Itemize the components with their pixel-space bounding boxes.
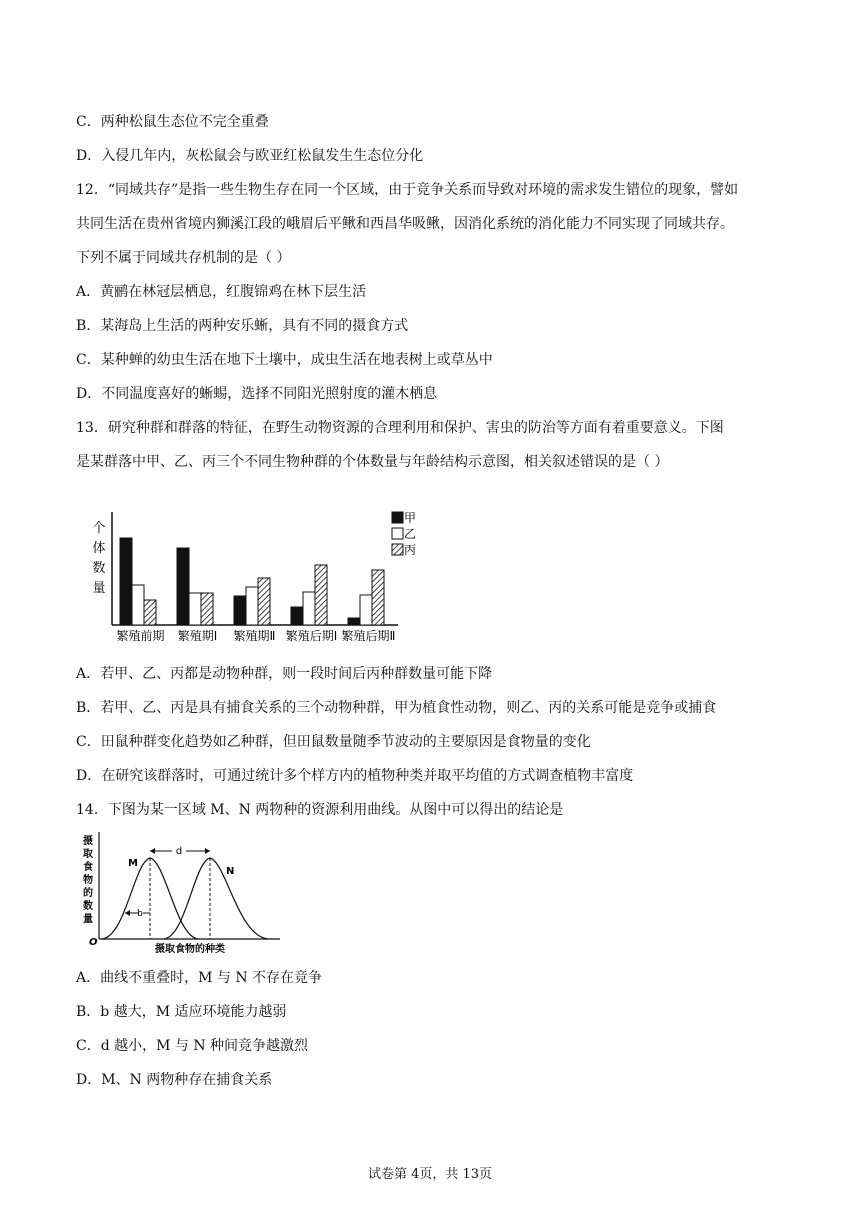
q12-option-b: B．某海岛上生活的两种安乐蜥，具有不同的摄食方式 bbox=[76, 318, 409, 334]
legend-label-甲: 甲 bbox=[404, 511, 416, 525]
q13-option-c: C．田鼠种群变化趋势如乙种群，但田鼠数量随季节波动的主要原因是食物量的变化 bbox=[76, 734, 591, 750]
bar-tick-label: 繁殖后期Ⅰ bbox=[285, 629, 338, 643]
curve-ylabel-char: 量 bbox=[83, 914, 93, 925]
bar-tick-label: 繁殖前期 bbox=[116, 629, 165, 643]
curve-m-label: M bbox=[128, 858, 138, 869]
d-label: d bbox=[175, 846, 183, 857]
q13-stem-line2: 是某群落中甲、乙、丙三个不同生物种群的个体数量与年龄结构示意图，相关叙述错误的是（ ） bbox=[76, 454, 669, 470]
bar-甲-繁殖后期Ⅱ bbox=[348, 618, 360, 625]
q11-option-d: D．入侵几年内，灰松鼠会与欧亚红松鼠发生生态位分化 bbox=[76, 148, 424, 164]
q12-option-a: A．黄鹂在林冠层栖息，红腹锦鸡在林下层生活 bbox=[76, 284, 367, 300]
curve-chart-ylabel bbox=[83, 834, 94, 925]
bar-乙-繁殖期Ⅰ bbox=[189, 593, 201, 625]
bar-丙-繁殖后期Ⅰ bbox=[315, 565, 327, 625]
bar-甲-繁殖后期Ⅰ bbox=[291, 607, 303, 625]
bar-tick-label: 繁殖期Ⅱ bbox=[233, 629, 276, 643]
q11-option-c: C．两种松鼠生态位不完全重叠 bbox=[76, 114, 269, 130]
page-footer: 试卷第 4页，共 13页 bbox=[367, 1167, 493, 1182]
curve-ylabel-char: 食 bbox=[83, 862, 93, 873]
q12-stem-line2: 共同生活在贵州省境内狮溪江段的峨眉后平鳅和西昌华吸鳅，因消化系统的消化能力不同实现了同域共存。 bbox=[76, 216, 734, 232]
q14-option-a: A．曲线不重叠时，M 与 N 不存在竞争 bbox=[76, 970, 323, 986]
bar-乙-繁殖后期Ⅱ bbox=[360, 595, 372, 625]
bar-丙-繁殖后期Ⅱ bbox=[372, 570, 384, 625]
q14-option-c: C．d 越小，M 与 N 种间竞争越激烈 bbox=[76, 1038, 309, 1054]
bar-tick-label: 繁殖后期Ⅱ bbox=[341, 629, 396, 643]
q14-stem: 14．下图为某一区域 M、N 两物种的资源利用曲线。从图中可以得出的结论是 bbox=[76, 802, 564, 818]
bar-ylabel-char: 数 bbox=[92, 561, 106, 576]
q12-stem-line1: 12．“同域共存”是指一些生物生存在同一个区域，由于竞争关系而导致对环境的需求发生错位的现象，譬如 bbox=[76, 182, 739, 198]
legend-label-丙: 丙 bbox=[404, 543, 416, 557]
bar-ylabel-char: 个 bbox=[92, 521, 106, 536]
curve-ylabel-char: 物 bbox=[83, 875, 93, 886]
bar-丙-繁殖前期 bbox=[144, 600, 156, 625]
curve-ylabel-char: 的 bbox=[83, 888, 93, 899]
age-structure-bar-chart bbox=[86, 500, 416, 650]
q12-option-c: C．某种蝉的幼虫生活在地下土壤中，成虫生活在地表树上或草丛中 bbox=[76, 352, 493, 368]
q12-stem-line3: 下列不属于同域共存机制的是（ ） bbox=[76, 250, 291, 266]
bar-甲-繁殖期Ⅱ bbox=[234, 596, 246, 625]
legend-swatch-甲 bbox=[392, 512, 403, 523]
curve-ylabel-char: 数 bbox=[83, 901, 93, 912]
q13-option-d: D．在研究该群落时，可通过统计多个样方内的植物种类并取平均值的方式调查植物丰富度 bbox=[76, 768, 634, 784]
q13-option-a: A．若甲、乙、丙都是动物种群，则一段时间后丙种群数量可能下降 bbox=[76, 666, 493, 682]
curve-n bbox=[164, 858, 268, 939]
q13-stem-line1: 13．研究种群和群落的特征，在野生动物资源的合理利用和保护、害虫的防治等方面有着重要意义。下图 bbox=[76, 420, 724, 436]
curve-ylabel-char: 取 bbox=[83, 849, 93, 860]
curve-chart-xlabel: 摄取食物的种类 bbox=[155, 944, 225, 955]
legend-swatch-乙 bbox=[392, 528, 403, 539]
bar-ylabel-char: 量 bbox=[92, 581, 106, 596]
bar-丙-繁殖期Ⅱ bbox=[258, 578, 270, 625]
bar-甲-繁殖前期 bbox=[120, 538, 132, 625]
q14-option-b: B．b 越大，M 适应环境能力越弱 bbox=[76, 1004, 287, 1020]
bar-乙-繁殖期Ⅱ bbox=[246, 587, 258, 625]
bar-甲-繁殖期Ⅰ bbox=[177, 548, 189, 625]
bar-chart-ylabel bbox=[92, 521, 105, 596]
bar-乙-繁殖后期Ⅰ bbox=[303, 592, 315, 625]
q14-option-d: D．M、N 两物种存在捕食关系 bbox=[76, 1072, 273, 1088]
curve-chart-origin: O bbox=[89, 937, 98, 948]
bar-乙-繁殖前期 bbox=[132, 585, 144, 625]
curve-ylabel-char: 摄 bbox=[83, 836, 93, 847]
legend-swatch-丙 bbox=[392, 544, 403, 555]
q12-option-d: D．不同温度喜好的蜥蜴，选择不同阳光照射度的灌木栖息 bbox=[76, 386, 438, 402]
bar-tick-label: 繁殖期Ⅰ bbox=[177, 629, 218, 643]
curve-n-label: N bbox=[226, 866, 235, 877]
bar-丙-繁殖期Ⅰ bbox=[201, 593, 213, 625]
b-label: b bbox=[137, 909, 143, 919]
legend-label-乙: 乙 bbox=[404, 527, 416, 541]
resource-utilisation-chart bbox=[80, 828, 290, 956]
bar-ylabel-char: 体 bbox=[92, 541, 106, 556]
q13-option-b: B．若甲、乙、丙是具有捕食关系的三个动物种群，甲为植食性动物，则乙、丙的关系可能是竞争或捕食 bbox=[76, 700, 717, 716]
